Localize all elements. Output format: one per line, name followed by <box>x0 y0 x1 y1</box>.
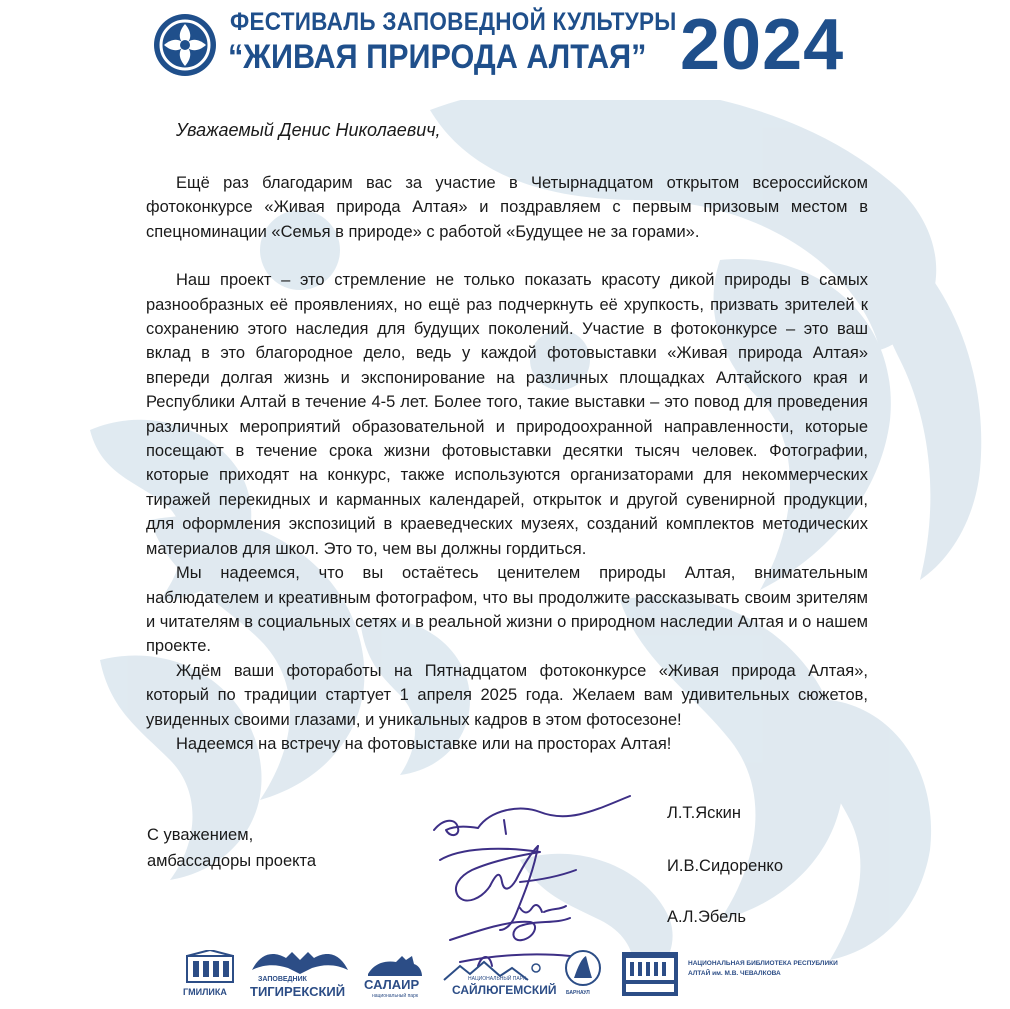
partner-logos <box>0 940 1010 1009</box>
paragraph: Ждём ваши фотоработы на Пятнадцатом фотоконкурсе «Живая природа Алтая», который по традиции стартует 1 апреля 2025 года. Желаем вам удивительных сюжетов, увиденных своими глазами, и уникальных кадров в этом фотосезоне! <box>146 661 868 729</box>
tigireksky-logo-text: ТИГИРЕКСКИЙ <box>250 984 346 999</box>
signer-name: Л.Т.Яскин <box>667 804 741 822</box>
gmilika-logo-text: ГМИЛИКА <box>183 987 227 997</box>
paragraph: Надеемся на встречу на фотовыставке или на просторах Алтая! <box>176 734 672 753</box>
sailyugemsky-logo-text: САЙЛЮГЕМСКИЙ <box>452 983 557 997</box>
closing-line: С уважением, <box>147 826 254 844</box>
salair-logo-text: САЛАИР <box>364 977 420 992</box>
national-library-logo-text: НАЦИОНАЛЬНАЯ БИБЛИОТЕКА РЕСПУБЛИКИ <box>688 960 838 967</box>
festival-title-line1: ФЕСТИВАЛЬ ЗАПОВЕДНОЙ КУЛЬТУРЫ <box>230 8 677 36</box>
salair-logo-small-text: национальный парк <box>372 993 419 999</box>
barnaulsky-logo-text: БАРНАУЛ <box>566 990 590 996</box>
letter-body <box>146 171 868 756</box>
closing-block <box>147 822 316 874</box>
salair-lynx-logo-icon <box>366 952 424 978</box>
closing-line: амбассадоры проекта <box>147 852 317 870</box>
festival-title-line2: “ЖИВАЯ ПРИРОДА АЛТАЯ” <box>228 38 647 76</box>
gmilika-logo-icon <box>185 950 235 990</box>
festival-emblem-icon <box>152 12 218 78</box>
paragraph: Мы надеемся, что вы остаётесь ценителем природы Алтая, внимательным наблюдателем и креативным фотографом, что вы продолжите рассказывать своим зрителям и читателям в социальных сетях и в реальной жизни о природном наследии Алтая и о нашем проекте. <box>146 564 868 656</box>
signer-name: А.Л.Эбель <box>667 908 746 926</box>
tigireksky-bat-logo-icon <box>250 948 350 974</box>
header <box>0 0 1010 100</box>
paragraph: Ещё раз благодарим вас за участие в Четырнадцатом открытом всероссийском фотоконкурсе «Живая природа Алтая» и поздравляем с первым призовым местом в спецноминации «Семья в природе» с работой «Будущее не за горами». <box>146 174 868 241</box>
greeting: Уважаемый Денис Николаевич, <box>176 120 441 140</box>
paragraph: Наш проект – это стремление не только показать красоту дикой природы в самых разнообразных её проявлениях, но ещё раз подчеркнуть её хрупкость, призвать зрителей к сохранению этого наследия для будущих поколений. Участие в фотоконкурсе – это ваш вклад в это благородное дело, ведь у каждой фотовыставки «Живая природа Алтая» впереди долгая жизнь и экспонирование на различных площадках Алтайского края и Республики Алтай в течение 4-5 лет. Более того, такие выставки – это повод для проведения различных мероприятий образовательной и природоохранной направленности, которые посещают в течение срока жизни фотовыставки десятки тысяч человек. Фотографии, которые приходят на конкурс, также используются организаторами для некоммерческих тиражей перекидных и карманных календарей, открыток и другой сувенирной продукции, для оформления экспозиций в краеведческих музеях, созданий комплектов методических материалов для школ. Это то, чем вы должны гордиться. <box>146 271 868 558</box>
festival-year: 2024 <box>680 5 845 85</box>
sailyugemsky-logo-small-text: НАЦИОНАЛЬНЫЙ ПАРК <box>468 976 526 982</box>
national-library-logo-icon <box>620 950 680 998</box>
national-library-logo-text-line2: АЛТАЙ им. М.В. ЧЕВАЛКОВА <box>688 970 781 977</box>
signer-name: И.В.Сидоренко <box>667 857 784 875</box>
tigireksky-logo-small-text: ЗАПОВЕДНИК <box>258 976 307 983</box>
barnaulsky-logo-icon <box>558 948 608 990</box>
